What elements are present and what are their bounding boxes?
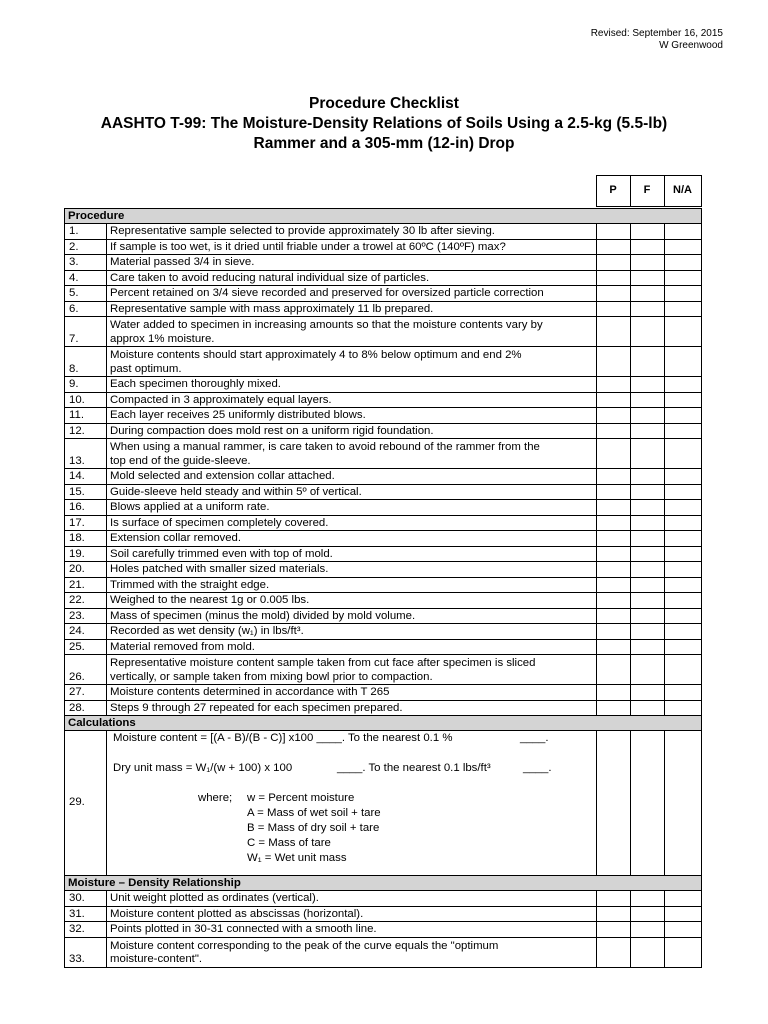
na-checkbox-cell[interactable] — [665, 301, 702, 317]
item-number: 18. — [65, 531, 107, 547]
column-header-na: N/A — [664, 176, 701, 207]
na-checkbox-cell[interactable] — [665, 593, 702, 609]
pass-checkbox-cell[interactable] — [597, 624, 631, 640]
item-text — [107, 301, 597, 317]
item-number: 16. — [65, 500, 107, 516]
pass-checkbox-cell[interactable] — [597, 608, 631, 624]
dry-unit-blank-2: ____. — [523, 762, 552, 774]
na-checkbox-cell[interactable] — [665, 408, 702, 424]
item-text-line: Moisture content plotted as abscissas (horizontal). — [110, 907, 364, 920]
section-moisture-density — [65, 876, 702, 891]
na-checkbox-cell[interactable] — [665, 423, 702, 439]
fail-checkbox-cell[interactable] — [631, 906, 665, 922]
item-number: 26. — [65, 655, 107, 685]
checklist-row — [65, 515, 702, 531]
pass-checkbox-cell[interactable] — [597, 239, 631, 255]
item-number: 6. — [65, 301, 107, 317]
item-text-line: Blows applied at a uniform rate. — [110, 501, 270, 513]
pass-checkbox-cell[interactable] — [597, 469, 631, 485]
title-line-3: Rammer and a 305-mm (12-in) Drop — [253, 135, 515, 152]
checklist-row — [65, 624, 702, 640]
item-text-line: Trimmed with the straight edge. — [110, 578, 270, 591]
item-number: 11. — [65, 408, 107, 424]
dry-unit-blank: ____. To the nearest 0.1 lbs/ft³ — [337, 762, 491, 774]
item-text-line: Holes patched with smaller sized materials. — [110, 563, 329, 575]
where-label: where; — [198, 792, 233, 804]
fail-checkbox-cell[interactable] — [631, 700, 665, 716]
fail-checkbox-cell[interactable] — [631, 224, 665, 240]
fail-checkbox-cell[interactable] — [631, 408, 665, 424]
checklist-row — [65, 423, 702, 439]
item-text-line: When using a manual rammer, is care taken to avoid rebound of the rammer from the — [110, 441, 540, 453]
column-header-pass: P — [596, 176, 630, 207]
item-text — [107, 255, 597, 271]
na-checkbox-cell[interactable] — [665, 700, 702, 716]
fail-checkbox-cell[interactable] — [631, 484, 665, 500]
fail-checkbox-cell[interactable] — [631, 562, 665, 578]
item-text-line: Weighed to the nearest 1g or 0.005 lbs. — [110, 594, 310, 606]
item-number: 1. — [65, 224, 107, 240]
item-number: 30. — [65, 891, 107, 907]
item-text — [107, 608, 597, 624]
dry-unit-formula: Dry unit mass = W₁/(w + 100) x 100 — [113, 762, 293, 774]
revision-info — [591, 28, 723, 52]
item-number: 4. — [65, 270, 107, 286]
item-number: 2. — [65, 239, 107, 255]
item-text-line: approx 1% moisture. — [110, 332, 215, 345]
pass-checkbox-cell[interactable] — [597, 562, 631, 578]
item-number: 17. — [65, 515, 107, 531]
na-checkbox-cell[interactable] — [665, 531, 702, 547]
item-text-line: Is surface of specimen completely covered. — [110, 516, 329, 529]
pass-checkbox-cell[interactable] — [597, 906, 631, 922]
item-text-line: Moisture contents should start approximately 4 to 8% below optimum and end 2% — [110, 349, 522, 361]
fail-checkbox-cell[interactable] — [631, 515, 665, 531]
pass-checkbox-cell[interactable] — [597, 347, 631, 377]
fail-checkbox-cell[interactable] — [631, 469, 665, 485]
item-text — [107, 515, 597, 531]
checklist-row — [65, 906, 702, 922]
item-number: 32. — [65, 922, 107, 938]
item-text-line: Steps 9 through 27 repeated for each specimen prepared. — [110, 701, 403, 714]
item-text-line: Representative sample selected to provide approximately 30 lb after sieving. — [110, 225, 495, 237]
pass-checkbox-cell[interactable] — [597, 700, 631, 716]
item-number: 19. — [65, 546, 107, 562]
checklist-row — [65, 922, 702, 938]
na-checkbox-cell[interactable] — [665, 731, 702, 876]
item-text-line: Soil carefully trimmed even with top of mold. — [110, 547, 333, 560]
na-checkbox-cell[interactable] — [665, 377, 702, 393]
pass-checkbox-cell[interactable] — [597, 577, 631, 593]
item-text — [107, 577, 597, 593]
pass-checkbox-cell[interactable] — [597, 685, 631, 701]
item-text — [107, 224, 597, 240]
item-text-line: Care taken to avoid reducing natural individual size of particles. — [110, 271, 430, 284]
revised-date: Revised: September 16, 2015 — [590, 28, 723, 39]
checklist-row — [65, 469, 702, 485]
na-checkbox-cell[interactable] — [665, 224, 702, 240]
item-text — [107, 546, 597, 562]
item-text-line: Moisture content corresponding to the peak of the curve equals the "optimum — [110, 939, 499, 952]
item-number: 23. — [65, 608, 107, 624]
fail-checkbox-cell[interactable] — [631, 891, 665, 907]
na-checkbox-cell[interactable] — [665, 286, 702, 302]
checklist-row — [65, 347, 702, 377]
fail-checkbox-cell[interactable] — [631, 377, 665, 393]
item-number: 20. — [65, 562, 107, 578]
item-number: 14. — [65, 469, 107, 485]
checklist-row — [65, 439, 702, 469]
item-text-line: If sample is too wet, is it dried until friable under a trowel at 60ºC (140ºF) max? — [110, 240, 506, 253]
document-title — [0, 94, 768, 154]
checklist-row — [65, 270, 702, 286]
item-text — [107, 347, 597, 377]
pass-checkbox-cell[interactable] — [597, 301, 631, 317]
item-text-line: Moisture contents determined in accordance with T 265 — [110, 686, 390, 698]
item-text-line: Each specimen thoroughly mixed. — [110, 378, 281, 390]
def-c: C = Mass of tare — [247, 837, 331, 849]
na-checkbox-cell[interactable] — [665, 546, 702, 562]
calculation-content — [107, 731, 597, 876]
title-line-1: Procedure Checklist — [309, 95, 459, 112]
def-w: w = Percent moisture — [247, 792, 355, 804]
checklist-row — [65, 317, 702, 347]
pass-checkbox-cell[interactable] — [597, 593, 631, 609]
pass-checkbox-cell[interactable] — [597, 484, 631, 500]
pass-checkbox-cell[interactable] — [597, 891, 631, 907]
item-text — [107, 655, 597, 685]
na-checkbox-cell[interactable] — [665, 891, 702, 907]
checklist-row — [65, 377, 702, 393]
na-checkbox-cell[interactable] — [665, 624, 702, 640]
na-checkbox-cell[interactable] — [665, 639, 702, 655]
item-number: 10. — [65, 392, 107, 408]
fail-checkbox-cell[interactable] — [631, 270, 665, 286]
checklist-row — [65, 531, 702, 547]
fail-checkbox-cell[interactable] — [631, 608, 665, 624]
fail-checkbox-cell[interactable] — [631, 239, 665, 255]
fail-checkbox-cell[interactable] — [631, 731, 665, 876]
fail-checkbox-cell[interactable] — [631, 546, 665, 562]
item-text-line: During compaction does mold rest on a uniform rigid foundation. — [110, 424, 434, 437]
checklist-row — [65, 700, 702, 716]
pass-checkbox-cell[interactable] — [597, 515, 631, 531]
na-checkbox-cell[interactable] — [665, 270, 702, 286]
pass-checkbox-cell[interactable] — [597, 317, 631, 347]
fail-checkbox-cell[interactable] — [631, 937, 665, 967]
item-number: 12. — [65, 423, 107, 439]
checklist-row — [65, 408, 702, 424]
fail-checkbox-cell[interactable] — [631, 624, 665, 640]
fail-checkbox-cell[interactable] — [631, 531, 665, 547]
item-text — [107, 937, 597, 967]
fail-checkbox-cell[interactable] — [631, 593, 665, 609]
item-text — [107, 239, 597, 255]
na-checkbox-cell[interactable] — [665, 685, 702, 701]
checklist-row — [65, 655, 702, 685]
fail-checkbox-cell[interactable] — [631, 639, 665, 655]
item-text-line: Mass of specimen (minus the mold) divided by mold volume. — [110, 609, 416, 622]
item-text-line: Each layer receives 25 uniformly distributed blows. — [110, 409, 366, 421]
item-number: 28. — [65, 700, 107, 716]
fail-checkbox-cell[interactable] — [631, 577, 665, 593]
na-checkbox-cell[interactable] — [665, 500, 702, 516]
pass-checkbox-cell[interactable] — [597, 655, 631, 685]
checklist-row — [65, 484, 702, 500]
moisture-formula: Moisture content = [(A - B)/(B - C)] x100 ____. To the nearest 0.1 % — [113, 732, 453, 744]
fail-checkbox-cell[interactable] — [631, 255, 665, 271]
item-text-line: Guide-sleeve held steady and within 5º of vertical. — [110, 485, 362, 498]
column-header-fail: F — [630, 176, 664, 207]
item-text-line: moisture-content". — [110, 953, 203, 965]
item-number: 3. — [65, 255, 107, 271]
item-text-line: Water added to specimen in increasing amounts so that the moisture contents vary by — [110, 319, 543, 331]
item-number: 5. — [65, 286, 107, 302]
item-text — [107, 270, 597, 286]
checklist-row — [65, 239, 702, 255]
item-text-line: Points plotted in 30-31 connected with a smooth line. — [110, 923, 377, 935]
fail-checkbox-cell[interactable] — [631, 317, 665, 347]
checklist-row — [65, 500, 702, 516]
checklist-row — [65, 577, 702, 593]
na-checkbox-cell[interactable] — [665, 937, 702, 967]
fail-checkbox-cell[interactable] — [631, 392, 665, 408]
na-checkbox-cell[interactable] — [665, 317, 702, 347]
item-text-line: Material passed 3/4 in sieve. — [110, 256, 255, 268]
fail-checkbox-cell[interactable] — [631, 347, 665, 377]
item-text — [107, 439, 597, 469]
moisture-blank: ____. — [520, 732, 549, 744]
item-number: 9. — [65, 377, 107, 393]
item-text — [107, 423, 597, 439]
pass-checkbox-cell[interactable] — [597, 270, 631, 286]
item-number: 21. — [65, 577, 107, 593]
na-checkbox-cell[interactable] — [665, 484, 702, 500]
item-number: 25. — [65, 639, 107, 655]
pass-checkbox-cell[interactable] — [597, 922, 631, 938]
def-b: B = Mass of dry soil + tare — [247, 822, 380, 834]
checklist-row — [65, 224, 702, 240]
item-text — [107, 469, 597, 485]
checklist-row — [65, 685, 702, 701]
pass-checkbox-cell[interactable] — [597, 286, 631, 302]
checklist-row — [65, 301, 702, 317]
pfn-header-table — [64, 175, 702, 207]
na-checkbox-cell[interactable] — [665, 655, 702, 685]
na-checkbox-cell[interactable] — [665, 469, 702, 485]
pass-checkbox-cell[interactable] — [597, 439, 631, 469]
item-number: 13. — [65, 439, 107, 469]
checklist-row — [65, 286, 702, 302]
item-text-line: Recorded as wet density (w₁) in lbs/ft³. — [110, 625, 304, 637]
item-text — [107, 891, 597, 907]
section-title: Moisture – Density Relationship — [65, 876, 702, 891]
item-text — [107, 922, 597, 938]
header-spacer — [64, 176, 596, 207]
checklist-row — [65, 608, 702, 624]
def-a: A = Mass of wet soil + tare — [247, 807, 381, 819]
item-text — [107, 531, 597, 547]
item-text — [107, 408, 597, 424]
item-text-line: Mold selected and extension collar attached. — [110, 470, 335, 482]
item-text — [107, 906, 597, 922]
item-number: 15. — [65, 484, 107, 500]
fail-checkbox-cell[interactable] — [631, 301, 665, 317]
na-checkbox-cell[interactable] — [665, 577, 702, 593]
pass-checkbox-cell[interactable] — [597, 531, 631, 547]
na-checkbox-cell[interactable] — [665, 608, 702, 624]
item-text — [107, 685, 597, 701]
item-text-line: Unit weight plotted as ordinates (vertical). — [110, 892, 319, 904]
na-checkbox-cell[interactable] — [665, 392, 702, 408]
item-number: 27. — [65, 685, 107, 701]
na-checkbox-cell[interactable] — [665, 439, 702, 469]
checklist-row — [65, 639, 702, 655]
item-text — [107, 286, 597, 302]
item-text-line: past optimum. — [110, 362, 182, 375]
item-number: 31. — [65, 906, 107, 922]
fail-checkbox-cell[interactable] — [631, 922, 665, 938]
fail-checkbox-cell[interactable] — [631, 500, 665, 516]
pass-checkbox-cell[interactable] — [597, 546, 631, 562]
na-checkbox-cell[interactable] — [665, 906, 702, 922]
item-number: 29. — [65, 731, 107, 876]
na-checkbox-cell[interactable] — [665, 515, 702, 531]
item-text-line: Percent retained on 3/4 sieve recorded and preserved for oversized particle correction — [110, 287, 544, 299]
item-number: 8. — [65, 347, 107, 377]
fail-checkbox-cell[interactable] — [631, 439, 665, 469]
checklist-row — [65, 392, 702, 408]
item-text-line: Extension collar removed. — [110, 532, 242, 544]
pass-checkbox-cell[interactable] — [597, 408, 631, 424]
fail-checkbox-cell[interactable] — [631, 655, 665, 685]
item-text-line: vertically, or sample taken from mixing bowl prior to compaction. — [110, 670, 433, 683]
checklist-row — [65, 562, 702, 578]
pass-checkbox-cell[interactable] — [597, 377, 631, 393]
item-text-line: Representative moisture content sample taken from cut face after specimen is sliced — [110, 657, 536, 669]
section-title: Calculations — [65, 716, 702, 731]
checklist-row — [65, 255, 702, 271]
fail-checkbox-cell[interactable] — [631, 423, 665, 439]
item-text — [107, 639, 597, 655]
fail-checkbox-cell[interactable] — [631, 286, 665, 302]
section-title: Procedure — [65, 209, 702, 224]
pass-checkbox-cell[interactable] — [597, 423, 631, 439]
pass-checkbox-cell[interactable] — [597, 937, 631, 967]
item-number: 22. — [65, 593, 107, 609]
pass-checkbox-cell[interactable] — [597, 500, 631, 516]
na-checkbox-cell[interactable] — [665, 255, 702, 271]
na-checkbox-cell[interactable] — [665, 347, 702, 377]
def-w1: W₁ = Wet unit mass — [247, 852, 347, 864]
author: W Greenwood — [659, 40, 723, 51]
item-text-line: Compacted in 3 approximately equal layers. — [110, 393, 332, 406]
item-text — [107, 377, 597, 393]
pass-checkbox-cell[interactable] — [597, 255, 631, 271]
calculation-row — [65, 731, 702, 876]
item-text — [107, 593, 597, 609]
item-number: 7. — [65, 317, 107, 347]
checklist-row — [65, 546, 702, 562]
item-text — [107, 624, 597, 640]
pass-checkbox-cell[interactable] — [597, 639, 631, 655]
item-number: 33. — [65, 937, 107, 967]
item-number: 24. — [65, 624, 107, 640]
item-text — [107, 500, 597, 516]
item-text — [107, 700, 597, 716]
item-text-line: top end of the guide-sleeve. — [110, 454, 251, 467]
item-text — [107, 392, 597, 408]
item-text-line: Material removed from mold. — [110, 640, 255, 653]
item-text — [107, 484, 597, 500]
section-calculations — [65, 716, 702, 731]
na-checkbox-cell[interactable] — [665, 562, 702, 578]
fail-checkbox-cell[interactable] — [631, 685, 665, 701]
na-checkbox-cell[interactable] — [665, 239, 702, 255]
item-text — [107, 562, 597, 578]
checklist-row — [65, 937, 702, 967]
section-procedure — [65, 209, 702, 224]
pass-checkbox-cell[interactable] — [597, 224, 631, 240]
pass-checkbox-cell[interactable] — [597, 731, 631, 876]
title-line-2: AASHTO T-99: The Moisture-Density Relations of Soils Using a 2.5-kg (5.5-lb) — [100, 115, 668, 132]
item-text-line: Representative sample with mass approximately 11 lb prepared. — [110, 302, 434, 315]
checklist-row — [65, 891, 702, 907]
na-checkbox-cell[interactable] — [665, 922, 702, 938]
pass-checkbox-cell[interactable] — [597, 392, 631, 408]
checklist-table — [64, 208, 702, 968]
checklist-row — [65, 593, 702, 609]
item-text — [107, 317, 597, 347]
